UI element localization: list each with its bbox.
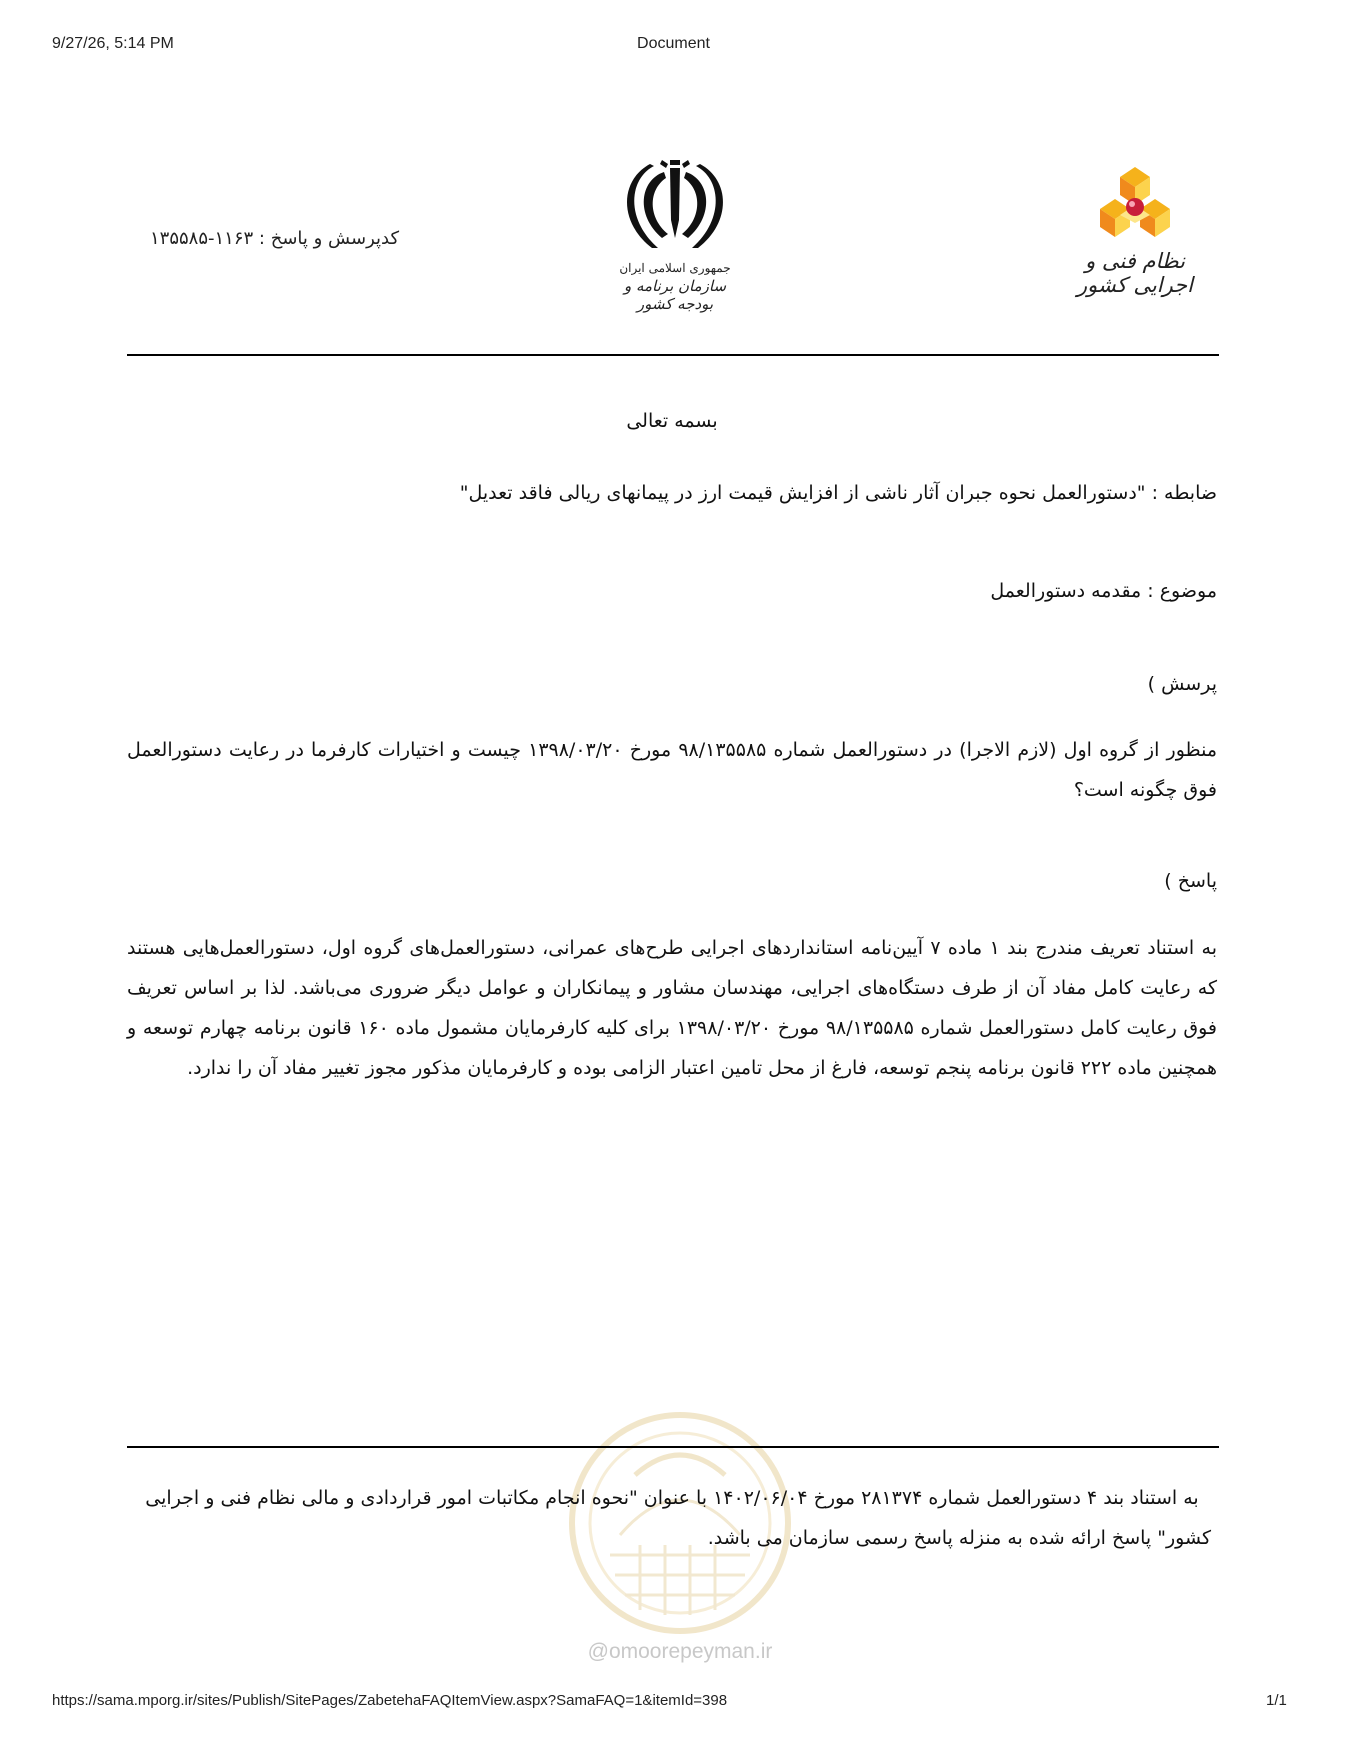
regulation-line: ضابطه : "دستورالعمل نحوه جبران آثار ناشی از افزایش قیمت ارز در پیمانهای ریالی فاقد تعدیل": [459, 482, 1217, 504]
invocation-text: بسمه تعالی: [626, 410, 718, 432]
footer-note-text: به استناد بند ۴ دستورالعمل شماره ۲۸۱۳۷۴ مورخ ۱۴۰۲/۰۶/۰۴ با عنوان "نحوه انجام مکاتبات امور قراردادی و مالی نظام فنی و اجرایی کشور" پاسخ ارائه شده به منزله پاسخ رسمی سازمان می باشد.: [145, 1487, 1211, 1549]
answer-text: به استناد تعریف مندرج بند ۱ ماده ۷ آیین‌نامه استانداردهای اجرایی طرح‌های عمرانی، دستورالعمل‌های گروه اول، دستورالعمل‌هایی هستند که رعایت کامل مفاد آن از طرف دستگاه‌های اجرایی، مهندسان مشاور و پیمانکاران و عوامل دیگر ضروری می‌باشد. لذا بر اساس تعریف فوق رعایت کامل دستورالعمل شماره ۹۸/۱۳۵۵۸۵ مورخ ۱۳۹۸/۰۳/۲۰ برای کلیه کارفرمایان مشمول ماده ۱۶۰ قانون برنامه چهارم توسعه و همچنین ماده ۲۲۲ قانون برنامه پنجم توسعه، فارغ از محل تامین اعتبار الزامی بوده و کارفرمایان مذکور مجوز تغییر مفاد آن را ندارد.: [127, 937, 1217, 1079]
print-document-title: Document: [637, 35, 710, 52]
header-divider: [127, 354, 1219, 356]
subject-line: موضوع : مقدمه دستورالعمل: [990, 580, 1217, 602]
print-url: https://sama.mporg.ir/sites/Publish/SitePages/ZabetehaFAQItemView.aspx?SamaFAQ=1&itemId=398: [52, 1692, 728, 1709]
emblem-line1: جمهوری اسلامی ایران: [619, 261, 731, 275]
footer-divider: [127, 1446, 1219, 1448]
question-code-label: کدپرسش و پاسخ :: [258, 228, 400, 249]
iran-emblem-block: [610, 160, 740, 313]
answer-label: پاسخ ): [1164, 870, 1217, 892]
question-label: پرسش ): [1147, 673, 1217, 695]
iran-emblem-icon: [610, 160, 740, 255]
logo-name: نظام فنی و اجرایی کشور: [1077, 249, 1193, 297]
cube-logo-icon: [1060, 165, 1210, 243]
question-text: منظور از گروه اول (لازم الاجرا) در دستورالعمل شماره ۹۸/۱۳۵۵۸۵ مورخ ۱۳۹۸/۰۳/۲۰ چیست و اختیارات کارفرما در رعایت دستورالعمل فوق چگونه است؟: [127, 739, 1218, 801]
question-code: [150, 228, 440, 249]
question-code-value: ۱۱۶۳-۱۳۵۵۸۵: [150, 228, 254, 249]
technical-system-logo: [1060, 165, 1210, 297]
print-page-number: 1/1: [1266, 1692, 1287, 1709]
footer-note: [127, 1478, 1217, 1558]
invocation: [127, 410, 1217, 432]
print-datetime: 9/27/26, 5:14 PM: [52, 35, 174, 52]
emblem-line2: سازمان برنامه و بودجه کشور: [623, 277, 727, 313]
watermark-site: @omoorepeyman.ir: [587, 1640, 773, 1663]
